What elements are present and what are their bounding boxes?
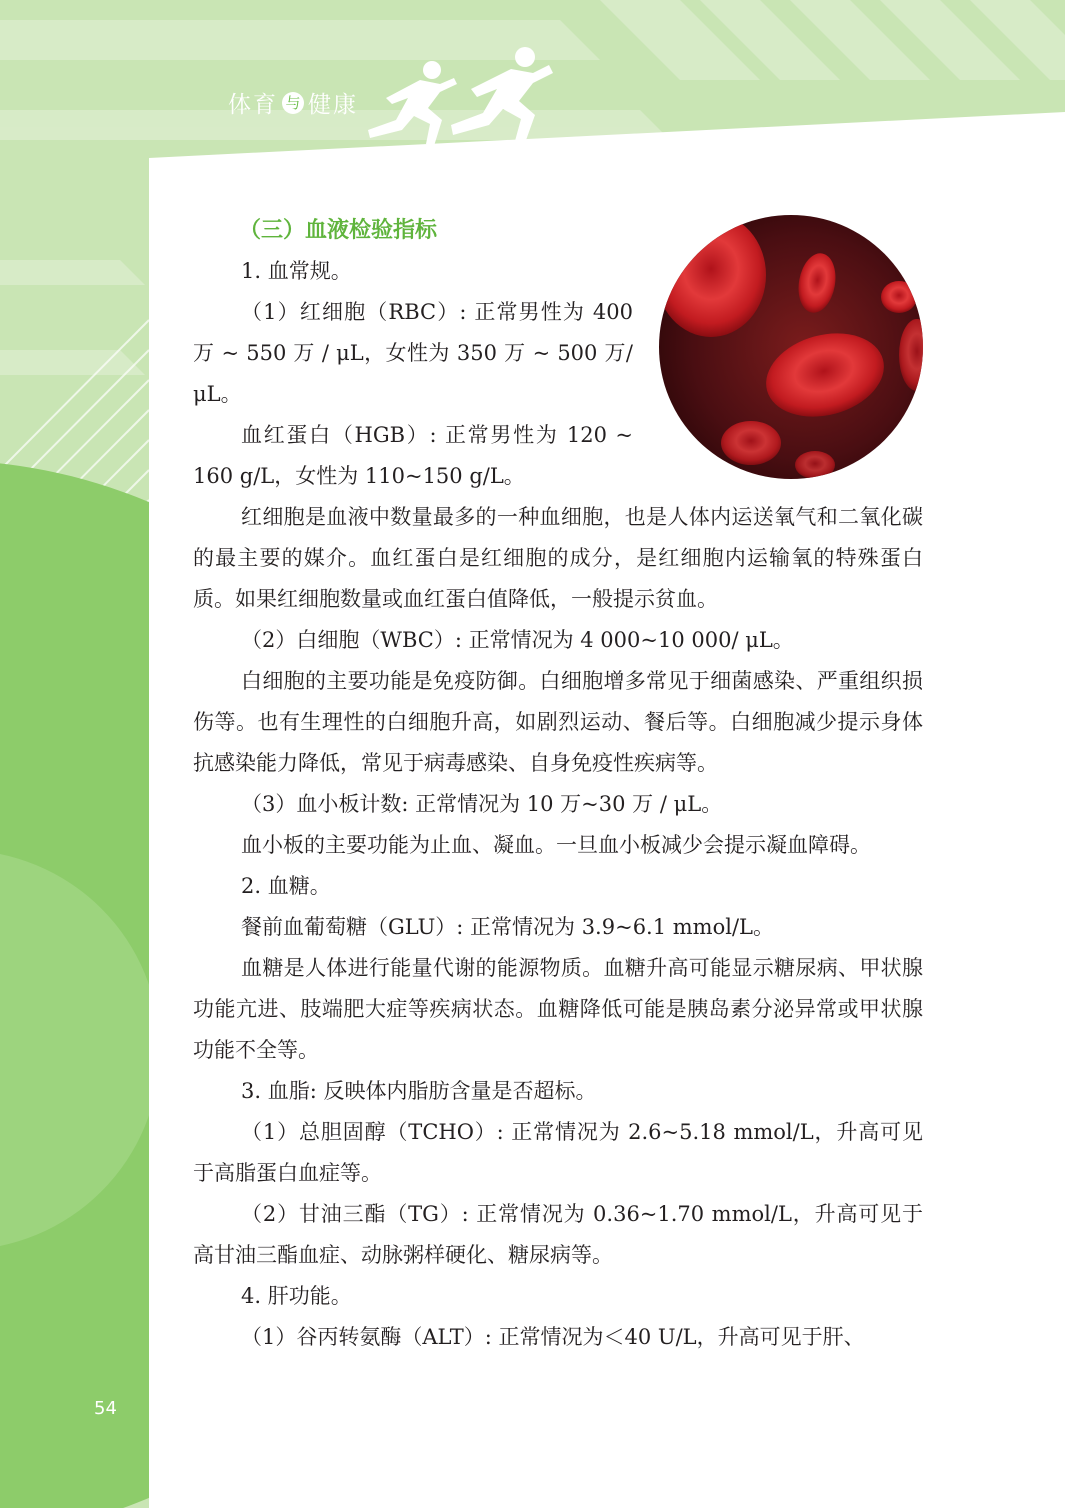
paragraph: （1）红细胞（RBC）: 正常男性为 400 万 ~ 550 万 / μL，女性为 350 万 ~ 500 万/ μL。 <box>193 300 633 406</box>
paragraph: 3. 血脂: 反映体内脂肪含量是否超标。 <box>241 1079 597 1103</box>
paragraph: 2. 血糖。 <box>241 874 331 898</box>
header-title-right: 健康 <box>308 92 358 118</box>
page-number: 54 <box>94 1398 117 1419</box>
paragraph: （1）总胆固醇（TCHO）: 正常情况为 2.6~5.18 mmol/L，升高可见于高脂蛋白血症等。 <box>193 1120 923 1185</box>
paragraph: 1. 血常规。 <box>241 259 352 283</box>
paragraph: 血小板的主要功能为止血、凝血。一旦血小板减少会提示凝血障碍。 <box>241 833 871 857</box>
paragraph: 4. 肝功能。 <box>241 1284 352 1308</box>
paragraph: 餐前血葡萄糖（GLU）: 正常情况为 3.9~6.1 mmol/L。 <box>241 915 774 939</box>
section-heading: （三）血液检验指标 <box>239 218 438 243</box>
book-header-title <box>228 86 358 119</box>
paragraph: （1）谷丙转氨酶（ALT）: 正常情况为＜40 U/L，升高可见于肝、 <box>241 1325 865 1349</box>
header-title-mid: 与 <box>282 92 304 114</box>
paragraph: 血红蛋白（HGB）: 正常男性为 120 ~ 160 g/L，女性为 110~150 g/L。 <box>193 423 633 488</box>
paragraph: 白细胞的主要功能是免疫防御。白细胞增多常见于细菌感染、严重组织损伤等。也有生理性的白细胞升高，如剧烈运动、餐后等。白细胞减少提示身体抗感染能力降低，常见于病毒感染、自身免疫性疾病等。 <box>193 669 923 775</box>
paragraph: （2）白细胞（WBC）: 正常情况为 4 000~10 000/ μL。 <box>241 628 794 652</box>
paragraph: （3）血小板计数: 正常情况为 10 万~30 万 / μL。 <box>241 792 723 816</box>
section-content <box>193 210 923 1358</box>
header-title-left: 体育 <box>228 92 278 118</box>
paragraph: （2）甘油三酯（TG）: 正常情况为 0.36~1.70 mmol/L，升高可见于高甘油三酯血症、动脉粥样硬化、糖尿病等。 <box>193 1202 923 1267</box>
paragraph: 红细胞是血液中数量最多的一种血细胞，也是人体内运送氧气和二氧化碳的最主要的媒介。血红蛋白是红细胞的成分，是红细胞内运输氧的特殊蛋白质。如果红细胞数量或血红蛋白值降低，一般提示贫血。 <box>193 505 923 611</box>
runner-icon-2 <box>445 45 555 145</box>
paragraph: 血糖是人体进行能量代谢的能源物质。血糖升高可能显示糖尿病、甲状腺功能亢进、肢端肥大症等疾病状态。血糖降低可能是胰岛素分泌异常或甲状腺功能不全等。 <box>193 956 923 1062</box>
